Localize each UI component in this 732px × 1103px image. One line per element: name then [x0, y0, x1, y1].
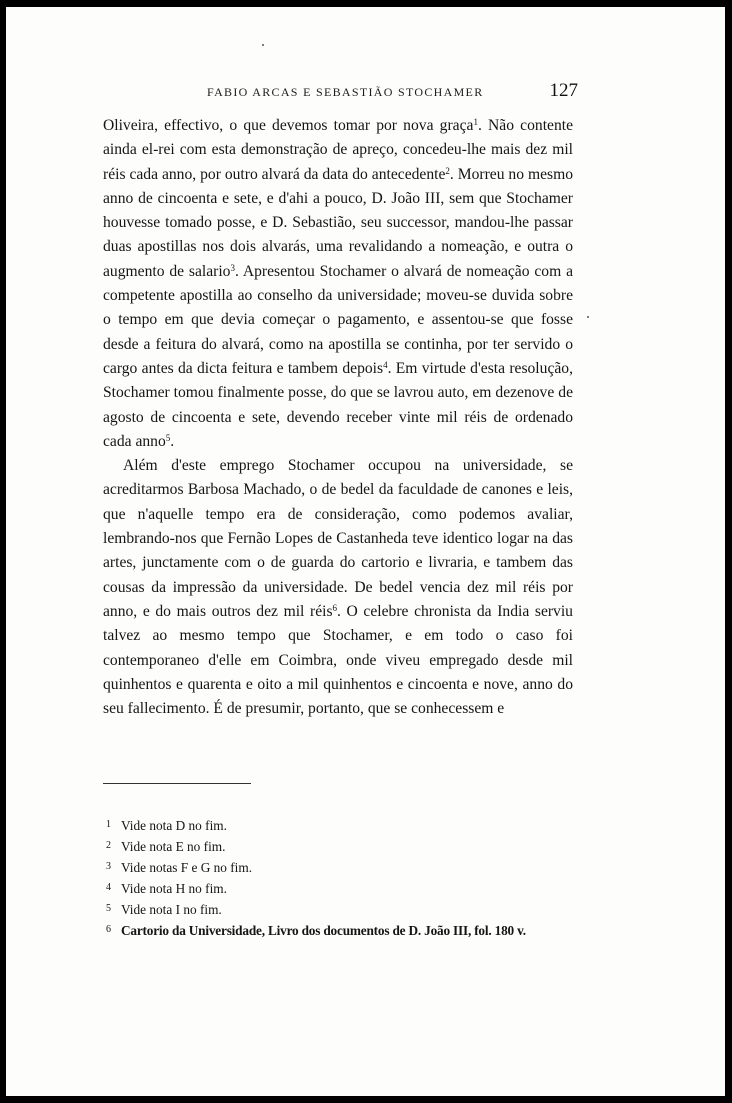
footnotes — [106, 815, 586, 941]
paper-speck — [262, 44, 264, 46]
text-run: . Em virtude d'esta resolução, Stochamer tomou finalmente posse, do que se lavrou auto, em dezenove de agosto de cincoenta e sete, devendo receber vinte mil réis de ordenado cada anno — [103, 359, 573, 450]
text-run: . — [170, 432, 175, 450]
footnote-ref: 4 — [383, 359, 388, 370]
footnote-number: 6 — [106, 924, 111, 935]
footnote-item — [106, 899, 586, 920]
footnote-text: Vide notas F e G no fim. — [121, 860, 253, 875]
text-run: . Não contente ainda el-rei com esta demonstração de apreço, concedeu-lhe mais dez mil réis cada anno, por outro alvará da data do antecedente — [103, 117, 573, 183]
footnote-text: Vide nota H no fim. — [121, 881, 227, 896]
footnote-number: 3 — [106, 861, 111, 872]
footnote-text: Vide nota E no fim. — [121, 839, 226, 854]
footnote-item — [106, 836, 586, 857]
footnote-text: Vide nota I no fim. — [121, 902, 222, 917]
footnote-number: 2 — [106, 840, 111, 851]
paragraph — [103, 114, 573, 454]
footnote-item — [106, 815, 586, 836]
footnote-number: 4 — [106, 882, 111, 893]
footnote-number: 5 — [106, 903, 111, 914]
footnote-item — [106, 878, 586, 899]
body-text — [103, 114, 573, 721]
footnote-separator — [103, 783, 251, 784]
text-run: . O celebre chronista da India serviu talvez ao mesmo tempo que Stochamer, e em todo o caso foi contemporaneo d'elle em Coimbra, onde viveu empregado desde mil quinhentos e quarenta e oito a mil quinhentos e cincoenta e nove, anno do seu fallecimento. É de presumir, portanto, que se conhecessem e — [103, 602, 573, 718]
footnote-number: 1 — [106, 819, 111, 830]
running-title: FABIO ARCAS E SEBASTIÃO STOCHAMER — [207, 85, 484, 99]
paper-speck — [587, 316, 589, 318]
book-page — [6, 7, 725, 1096]
text-run: Além d'este emprego Stochamer occupou na universidade, se acreditarmos Barbosa Machado, o de bedel da faculdade de canones e leis, que n'aquelle tempo era de consideração, como podemos avaliar, lembrando-nos que Fernão Lopes de Castanheda teve identico logar na das artes, junctamente com o de guarda do cartorio e livraria, e tambem das cousas da impressão da universidade. De bedel vencia dez mil réis por anno, e do mais outros dez mil réis — [103, 457, 573, 620]
footnote-ref: 6 — [332, 602, 338, 613]
footnote-text: Vide nota D no fim. — [121, 818, 227, 833]
page-number: 127 — [549, 80, 578, 101]
footnote-item — [106, 857, 586, 878]
paragraph — [103, 454, 573, 721]
footnote-ref: 5 — [165, 432, 171, 443]
footnote-ref: 2 — [445, 165, 450, 176]
footnote-text: Cartorio da Universidade, Livro dos documentos de D. João III, fol. 180 v. — [121, 923, 526, 938]
footnote-item — [106, 920, 586, 941]
footnote-ref: 1 — [473, 117, 478, 127]
text-run: . Morreu no mesmo anno de cincoenta e sete, e d'ahi a pouco, D. João III, sem que Stochamer houvesse tomado posse, e D. Sebastião, seu successor, mandou-lhe passar duas apostillas nos dois alvarás, uma revalidando a nomeação, e outra o augmento de salario — [103, 165, 574, 280]
text-run: Oliveira, effectivo, o que devemos tomar por nova graça — [103, 117, 474, 134]
text-run: . Apresentou Stochamer o alvará de nomeação com a competente apostilla ao conselho da universidade; moveu-se duvida sobre o tempo em que devia começar o pagamento, e assentou-se que fosse desde a feitura do alvará, como na apostilla se continha, por ter servido o cargo antes da dicta feitura e tambem depois — [103, 262, 573, 377]
footnote-ref: 3 — [230, 262, 235, 273]
page-header — [110, 80, 578, 104]
